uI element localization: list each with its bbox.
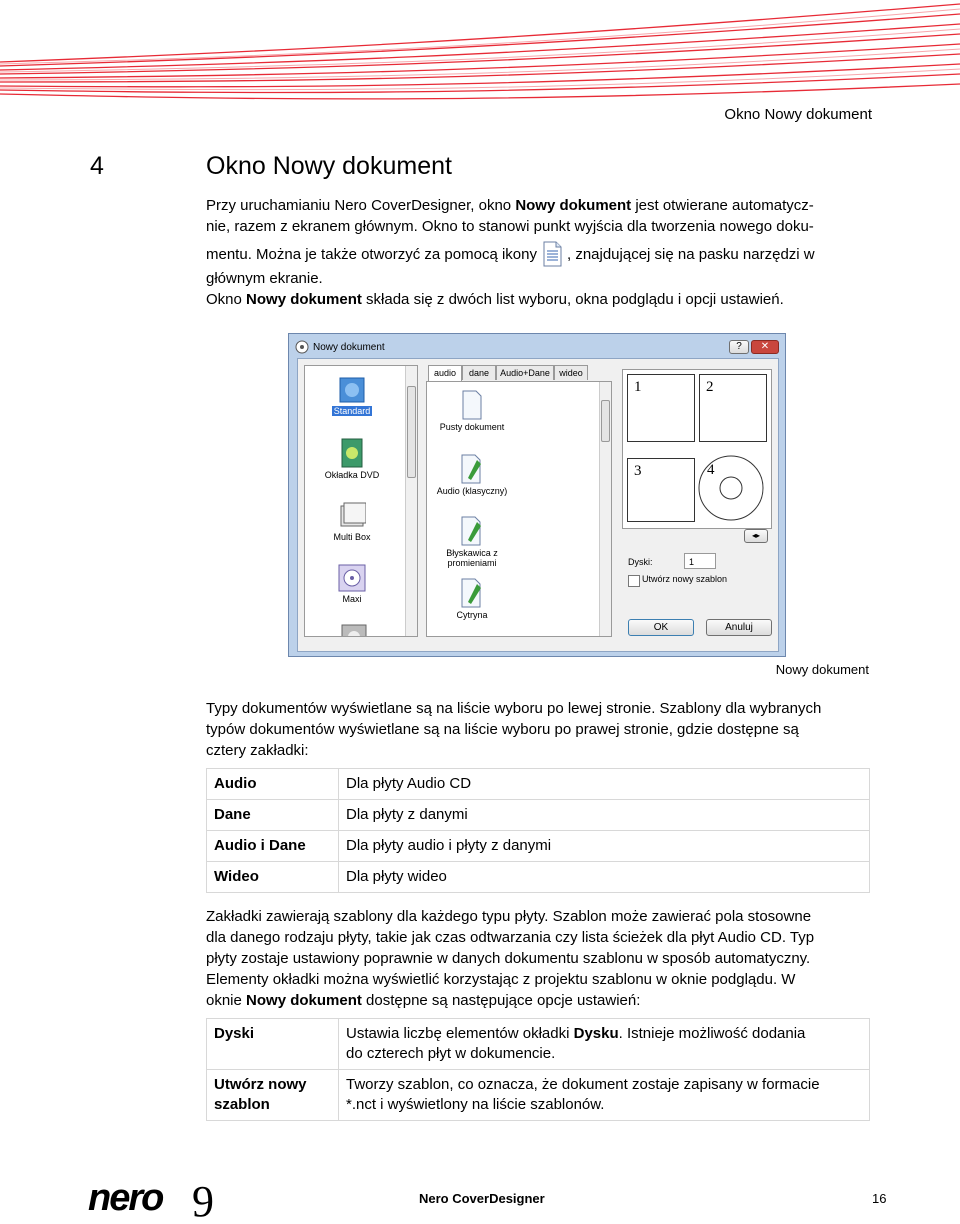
para3-line-1: Zakładki zawierają szablony dla każdego typu płyty. Szablon może zawierać pola stosowne <box>206 908 812 925</box>
new-document-dialog-screenshot <box>288 333 786 657</box>
ok-button[interactable]: OK <box>628 619 694 636</box>
table-row <box>207 769 870 800</box>
preview-cover-1: 1 <box>627 374 695 442</box>
table-row <box>207 831 870 862</box>
close-button[interactable]: ✕ <box>751 340 779 354</box>
nero-logo <box>88 1176 228 1224</box>
preview-cover-2: 2 <box>699 374 767 442</box>
disks-label: Dyski: <box>628 557 653 567</box>
maxi-disc-icon <box>338 564 366 592</box>
doctype-standard[interactable]: Standard <box>307 376 397 416</box>
template-document-icon <box>459 516 485 546</box>
dialog-title: Nowy dokument <box>313 342 385 353</box>
para2-line-3: cztery zakładki: <box>206 742 309 759</box>
help-button[interactable]: ? <box>729 340 749 354</box>
preview-number-4: 4 <box>707 462 715 478</box>
intro-line-4: głównym ekranie. <box>206 270 323 287</box>
description: Dla płyty wideo <box>339 862 870 893</box>
table-row <box>207 1070 870 1121</box>
template-lemon[interactable]: Cytryna <box>427 578 517 620</box>
term: Utwórz nowy szablon <box>207 1070 339 1121</box>
preview-disc-4 <box>697 452 767 522</box>
create-template-label: Utwórz nowy szablon <box>642 574 728 584</box>
footer-product-name: Nero CoverDesigner <box>419 1191 545 1206</box>
term: Audio i Dane <box>207 831 339 862</box>
intro-line-3: mentu. Można je także otworzyć za pomocą ikony , znajdującej się na pasku narzędzi w <box>206 241 874 267</box>
template-scrollbar[interactable] <box>599 382 611 636</box>
next-item-icon <box>341 624 367 637</box>
figure-caption: Nowy dokument <box>775 662 869 677</box>
para2-line-2: typów dokumentów wyświetlane są na liście wyboru po prawej stronie, gdzie dostępne są <box>206 721 799 738</box>
preview-nav-button[interactable]: ◂▸ <box>744 529 768 543</box>
description: Dla płyty audio i płyty z danymi <box>339 831 870 862</box>
tab-data[interactable]: dane <box>462 365 496 380</box>
term: Wideo <box>207 862 339 893</box>
disks-spinner[interactable]: 1 <box>684 553 716 569</box>
document-type-list[interactable] <box>304 365 418 637</box>
page-number: 16 <box>872 1191 887 1206</box>
para3-line-2: dla danego rodzaju płyty, takie jak czas odtwarzania czy lista ścieżek dla płyt Audio CD. Typ <box>206 929 815 946</box>
preview-cover-3: 3 <box>627 458 695 522</box>
description: Tworzy szablon, co oznacza, że dokument zostaje zapisany w formacie *.nct i wyświetlony na liście szablonów. <box>339 1070 870 1121</box>
description: Ustawia liczbę elementów okładki Dysku. Istnieje możliwość dodania do czterech płyt w dokumencie. <box>339 1019 870 1070</box>
cancel-button[interactable]: Anuluj <box>706 619 772 636</box>
description: Dla płyty z danymi <box>339 800 870 831</box>
intro-line-5: Okno Nowy dokument składa się z dwóch list wyboru, okna podglądu i opcji ustawień. <box>206 291 784 308</box>
para3-line-4: Elementy okładki można wyświetlić korzystając z projektu szablonu w oknie podglądu. W <box>206 971 796 988</box>
template-tabs <box>426 365 612 381</box>
doctype-multi-box[interactable]: Multi Box <box>307 500 397 542</box>
table-row <box>207 1019 870 1070</box>
running-header: Okno Nowy dokument <box>724 106 872 123</box>
options-table <box>206 1018 870 1121</box>
document-type-scrollbar[interactable] <box>405 366 417 636</box>
intro-line-2: nie, razem z ekranem głównym. Okno to stanowi punkt wyjścia dla tworzenia nowego doku- <box>206 218 814 235</box>
para3-line-3: płyty zostaje ustawiony poprawnie w danych dokumentu szablonu w sposób automatyczny. <box>206 950 811 967</box>
new-document-icon <box>541 241 563 267</box>
chapter-number: 4 <box>90 152 104 180</box>
template-lightning[interactable]: Błyskawica z promieniami <box>427 516 517 568</box>
term: Audio <box>207 769 339 800</box>
para3-line-5: oknie Nowy dokument dostępne są następujące opcje ustawień: <box>206 992 641 1009</box>
tab-video[interactable]: wideo <box>554 365 588 380</box>
term: Dyski <box>207 1019 339 1070</box>
template-list <box>426 365 612 635</box>
svg-text:nero: nero <box>88 1177 163 1219</box>
template-audio-classic[interactable]: Audio (klasyczny) <box>427 454 517 496</box>
term: Dane <box>207 800 339 831</box>
dvd-case-icon <box>340 438 364 468</box>
tab-audio[interactable]: audio <box>428 365 462 382</box>
create-template-checkbox[interactable] <box>628 575 640 587</box>
template-document-icon <box>459 578 485 608</box>
table-row <box>207 800 870 831</box>
table-row <box>207 862 870 893</box>
description: Dla płyty Audio CD <box>339 769 870 800</box>
chapter-title: Okno Nowy dokument <box>206 152 452 180</box>
preview-pane <box>622 369 772 529</box>
svg-text:9: 9 <box>192 1177 214 1224</box>
standard-case-icon <box>338 376 366 404</box>
tabs-table <box>206 768 870 893</box>
doctype-dvd-cover[interactable]: Okładka DVD <box>307 438 397 480</box>
app-icon <box>295 340 309 354</box>
doctype-maxi[interactable]: Maxi <box>307 564 397 604</box>
blank-document-icon <box>460 390 484 420</box>
intro-line-1: Przy uruchamianiu Nero CoverDesigner, okno Nowy dokument jest otwierane automatycz- <box>206 197 814 214</box>
para2-line-1: Typy dokumentów wyświetlane są na liście wyboru po lewej stronie. Szablony dla wybranych <box>206 700 822 717</box>
dialog-body <box>297 358 779 652</box>
tab-audio-data[interactable]: Audio+Dane <box>496 365 554 380</box>
template-document-icon <box>459 454 485 484</box>
template-pane[interactable] <box>426 381 612 637</box>
template-blank[interactable]: Pusty dokument <box>427 390 517 432</box>
multi-box-icon <box>338 500 366 530</box>
